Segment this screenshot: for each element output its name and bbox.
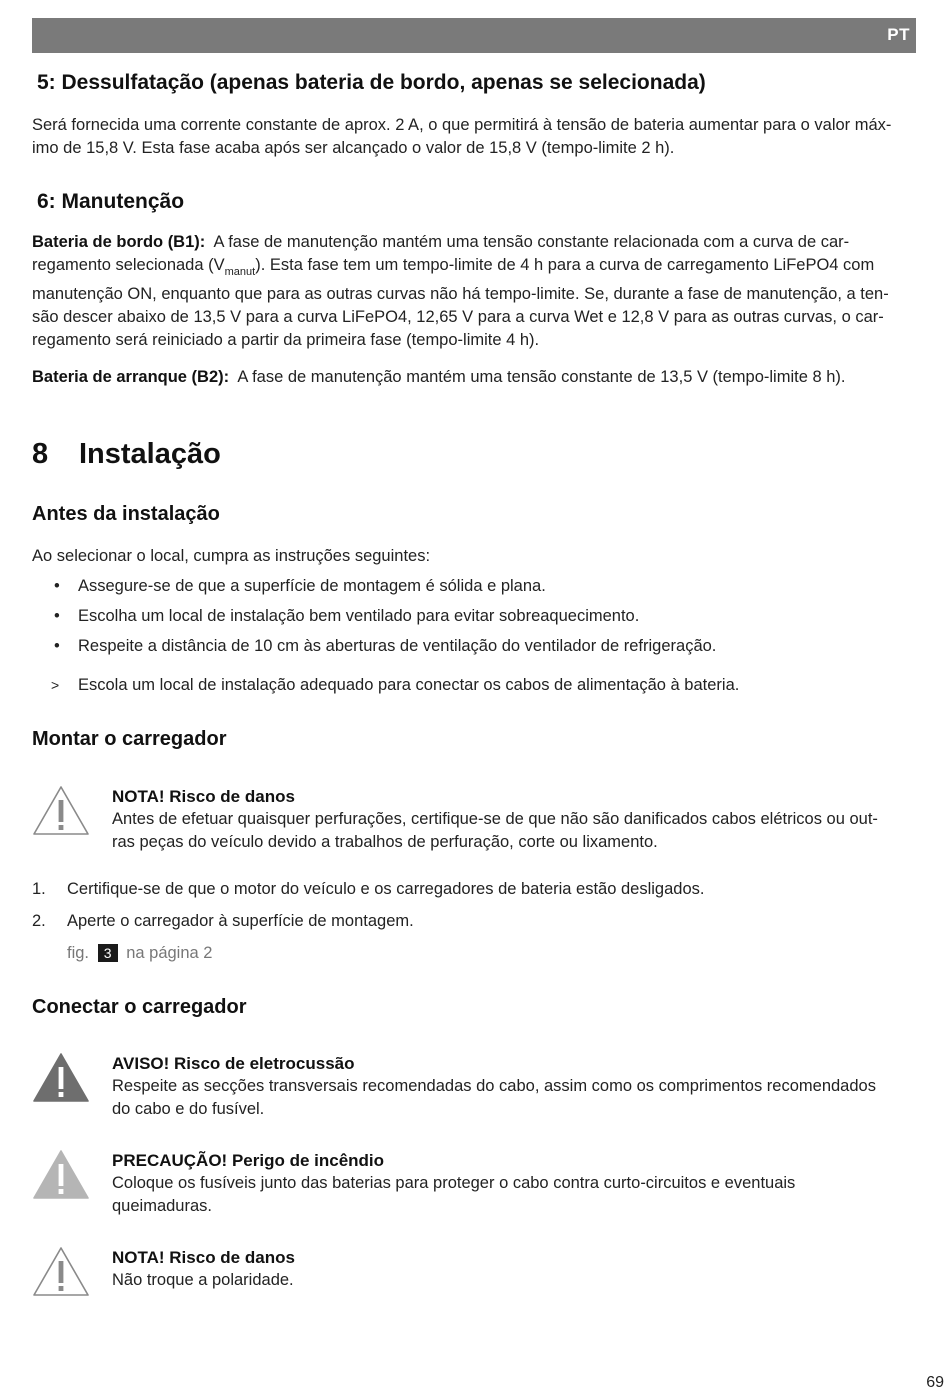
mount-title: Montar o carregador xyxy=(32,728,227,750)
b1-paragraph-cont xyxy=(32,283,916,352)
list-item xyxy=(32,635,916,658)
before-install-list xyxy=(32,575,916,658)
warning-notice xyxy=(32,1052,916,1122)
section-5-title: 5: Dessulfatação (apenas bateria de bordo, apenas se selecionada) xyxy=(37,71,706,94)
warning-notice-text xyxy=(112,1052,912,1121)
action-text: Escola um local de instalação adequado para conectar os cabos de alimentação à bateria. xyxy=(78,676,740,694)
step-text: Certifique-se de que o motor do veículo e os carregadores de bateria estão desligados. xyxy=(67,880,705,898)
language-code: PT xyxy=(887,25,910,44)
chapter-number: 8 xyxy=(32,438,49,470)
warning-outline-icon xyxy=(32,785,90,837)
connect-title: Conectar o carregador xyxy=(32,996,247,1018)
b1-paragraph xyxy=(32,231,916,279)
list-item xyxy=(32,575,916,598)
warning-filled-icon xyxy=(32,1052,90,1104)
page-number: 69 xyxy=(926,1374,944,1391)
warning-notice-line-2: do cabo e do fusível. xyxy=(112,1100,265,1118)
fig-suffix: na página 2 xyxy=(126,944,213,962)
caution-notice-title: PRECAUÇÃO! Perigo de incêndio xyxy=(112,1151,385,1170)
b1-subscript: manut xyxy=(224,266,256,278)
b1-line-3: manutenção ON, enquanto que para as outras curvas não há tempo-limite. Se, durante a fase de manutenção, a ten- xyxy=(32,285,889,303)
b1-line-2b: ). Esta fase tem um tempo-limite de 4 h para a curva de carregamento LiFePO4 com xyxy=(255,256,875,274)
polarity-notice xyxy=(32,1246,916,1306)
figure-reference[interactable] xyxy=(32,942,212,965)
step-text: Aperte o carregador à superfície de montagem. xyxy=(67,912,414,930)
step-number: 2. xyxy=(32,912,46,930)
b1-line-1: A fase de manutenção mantém uma tensão constante relacionada com a curva de car- xyxy=(213,233,850,251)
action-mark: > xyxy=(51,677,60,693)
list-item-text: Assegure-se de que a superfície de montagem é sólida e plana. xyxy=(78,577,546,595)
bullet-mark: • xyxy=(54,607,60,625)
caution-notice-text xyxy=(112,1149,912,1218)
b2-label: Bateria de arranque (B2): xyxy=(32,368,230,386)
caution-notice-line-2: queimaduras. xyxy=(112,1197,212,1215)
warning-notice-line-1: Respeite as secções transversais recomendadas do cabo, assim como os comprimentos recomendados xyxy=(112,1077,876,1095)
polarity-notice-text xyxy=(112,1246,912,1292)
chapter-title xyxy=(32,438,221,471)
b2-text: A fase de manutenção mantém uma tensão constante de 13,5 V (tempo-limite 8 h). xyxy=(237,368,846,386)
bullet-mark: • xyxy=(54,637,60,655)
section-5-line-1: Será fornecida uma corrente constante de aprox. 2 A, o que permitirá à tensão de bateria aumentar para o valor máx- xyxy=(32,116,892,134)
before-install-title: Antes da instalação xyxy=(32,503,220,525)
mount-notice-text xyxy=(112,785,912,854)
b2-paragraph xyxy=(32,366,846,389)
b1-line-2a: regamento selecionada (V xyxy=(32,256,225,274)
chapter-name: Instalação xyxy=(79,438,221,470)
before-install-intro: Ao selecionar o local, cumpra as instruções seguintes: xyxy=(32,547,431,565)
mount-notice xyxy=(32,785,916,855)
caution-notice-line-1: Coloque os fusíveis junto das baterias para proteger o cabo contra curto-circuitos e eventuais xyxy=(112,1174,796,1192)
b1-line-5: regamento será reiniciado a partir da primeira fase (tempo-limite 4 h). xyxy=(32,331,540,349)
fig-number-badge: 3 xyxy=(98,944,118,962)
list-item xyxy=(32,605,916,628)
section-6-title: 6: Manutenção xyxy=(37,190,185,213)
mount-steps xyxy=(32,878,916,933)
step-item xyxy=(32,878,916,901)
section-5-paragraph xyxy=(32,114,891,160)
header-bar xyxy=(32,18,916,53)
mount-notice-line-2: ras peças do veículo devido a trabalhos de perfuração, corte ou lixamento. xyxy=(112,833,658,851)
list-item-text: Escolha um local de instalação bem ventilado para evitar sobreaquecimento. xyxy=(78,607,640,625)
bullet-mark: • xyxy=(54,577,60,595)
caution-filled-icon xyxy=(32,1149,90,1201)
mount-notice-line-1: Antes de efetuar quaisquer perfurações, certifique-se de que não são danificados cabos elétricos ou out- xyxy=(112,810,878,828)
b1-label: Bateria de bordo (B1): xyxy=(32,233,206,251)
mount-notice-title: NOTA! Risco de danos xyxy=(112,787,295,806)
action-item xyxy=(32,674,916,697)
section-5-line-2: imo de 15,8 V. Esta fase acaba após ser alcançado o valor de 15,8 V (tempo-limite 2 h). xyxy=(32,139,675,157)
polarity-notice-line-1: Não troque a polaridade. xyxy=(112,1271,294,1289)
b1-line-4: são descer abaixo de 13,5 V para a curva LiFePO4, 12,65 V para a curva Wet e 12,8 V para as outras curvas, o car- xyxy=(32,308,884,326)
step-item xyxy=(32,910,916,933)
list-item-text: Respeite a distância de 10 cm às aberturas de ventilação do ventilador de refrigeração. xyxy=(78,637,717,655)
polarity-notice-title: NOTA! Risco de danos xyxy=(112,1248,295,1267)
warning-outline-icon xyxy=(32,1246,90,1298)
warning-notice-title: AVISO! Risco de eletrocussão xyxy=(112,1054,355,1073)
caution-notice xyxy=(32,1149,916,1219)
fig-prefix: fig. xyxy=(67,944,90,962)
step-number: 1. xyxy=(32,880,46,898)
